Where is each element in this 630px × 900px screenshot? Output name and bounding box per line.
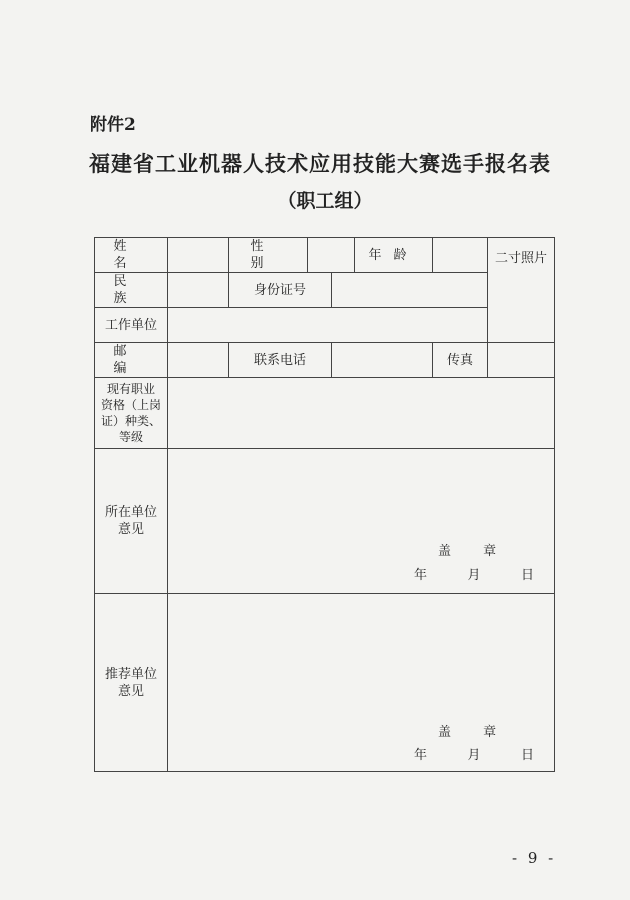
photo-box[interactable]: 二寸照片 [488, 238, 555, 343]
name-label: 姓 名 [95, 238, 168, 273]
postcode-field[interactable] [168, 343, 229, 378]
gender-field[interactable] [308, 238, 355, 273]
qualification-field[interactable] [168, 378, 555, 449]
fax-label: 传真 [433, 343, 488, 378]
workplace-label: 工作单位 [95, 308, 168, 343]
id-number-label: 身份证号 [229, 273, 332, 308]
unit-date-line: 年 月 日 [414, 568, 534, 583]
ethnicity-field[interactable] [168, 273, 229, 308]
registration-form-table [94, 237, 555, 772]
phone-field[interactable] [332, 343, 433, 378]
gender-label: 性 别 [229, 238, 308, 273]
form-subtitle: （职工组） [277, 190, 373, 212]
recommend-opinion-label: 推荐单位 意见 [95, 594, 168, 772]
age-field[interactable] [433, 238, 488, 273]
recommend-seal-label: 盖 章 [438, 725, 511, 740]
id-number-field[interactable] [332, 273, 488, 308]
recommend-date-line: 年 月 日 [414, 748, 534, 763]
attachment-label: 附件2 [90, 115, 136, 135]
form-title: 福建省工业机器人技术应用技能大赛选手报名表 [89, 151, 551, 176]
workplace-field[interactable] [168, 308, 488, 343]
unit-opinion-field[interactable] [168, 449, 555, 594]
name-field[interactable] [168, 238, 229, 273]
fax-field[interactable] [488, 343, 555, 378]
unit-seal-label: 盖 章 [438, 544, 511, 559]
qualification-label: 现有职业 资格（上岗 证）种类、 等级 [95, 378, 168, 449]
ethnicity-label: 民 族 [95, 273, 168, 308]
postcode-label: 邮 编 [95, 343, 168, 378]
age-label: 年龄 [355, 238, 433, 273]
unit-opinion-label: 所在单位 意见 [95, 449, 168, 594]
recommend-opinion-field[interactable] [168, 594, 555, 772]
page-number: - 9 - [512, 849, 557, 867]
phone-label: 联系电话 [229, 343, 332, 378]
